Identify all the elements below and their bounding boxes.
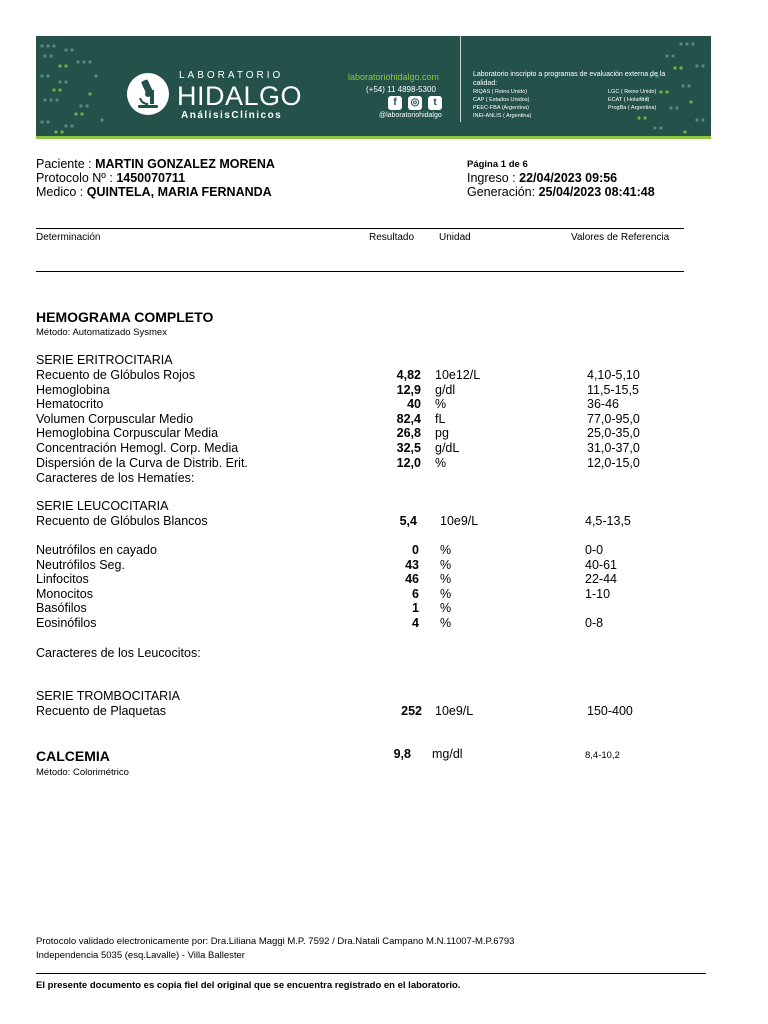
result-unit: g/dL	[435, 441, 460, 455]
ingreso-row: Ingreso : 22/04/2023 09:56	[467, 171, 618, 185]
result-name: Linfocitos	[36, 572, 89, 587]
calcemia-value: 9,8	[393, 747, 411, 761]
doctor-row: Medico : QUINTELA, MARIA FERNANDA	[36, 185, 272, 199]
plaquetas-value: 252	[401, 704, 422, 718]
section-title-hemograma: HEMOGRAMA COMPLETO	[36, 309, 214, 325]
result-ref: 40-61	[585, 557, 617, 572]
programs-left	[473, 88, 531, 120]
lab-name-small: LABORATORIO	[179, 70, 284, 81]
leuco-total-unit: 10e9/L	[440, 514, 479, 528]
result-unit: %	[440, 616, 452, 630]
calcemia-method: Método: Colorimétrico	[36, 767, 129, 778]
lab-name-big: HIDALGO	[177, 81, 303, 111]
result-ref: 0-8	[585, 616, 604, 630]
result-ref: 36-46	[587, 397, 619, 412]
result-unit: %	[440, 586, 452, 601]
result-name: Hemoglobina	[36, 382, 110, 397]
microscope-logo-icon	[126, 72, 170, 116]
accreditation-title: Laboratorio inscripto a programas de evaluación externa de la calidad:	[473, 71, 666, 87]
result-name: Basófilos	[36, 601, 87, 616]
instagram-icon[interactable]: ◎	[408, 96, 422, 110]
result-unit: %	[440, 601, 452, 616]
result-name: Recuento de Glóbulos Rojos	[36, 368, 196, 382]
column-determinacion: Determinación	[36, 232, 101, 243]
banner-divider	[460, 36, 461, 122]
header-banner	[36, 36, 711, 138]
column-resultado: Resultado	[369, 232, 415, 243]
result-name: Hemoglobina Corpuscular Media	[36, 426, 219, 441]
result-name: Neutrófilos en cayado	[36, 543, 157, 557]
generacion-date: 25/04/2023 08:41:48	[538, 185, 655, 199]
result-ref: 77,0-95,0	[587, 411, 640, 426]
generacion-row: Generación: 25/04/2023 08:41:48	[467, 185, 655, 199]
divider-top	[36, 228, 684, 229]
result-value: 12,0	[396, 455, 421, 470]
page-indicator: Página 1 de 6	[467, 159, 528, 170]
plaquetas-unit: 10e9/L	[435, 704, 474, 718]
plaquetas-name: Recuento de Plaquetas	[36, 704, 166, 718]
program-item: LGC ( Reino Unido)	[608, 89, 657, 95]
website-link[interactable]: laboratoriohidalgo.com	[348, 72, 440, 82]
divider-footer	[36, 973, 706, 974]
result-unit: %	[435, 455, 447, 470]
serie-leucocitaria: SERIE LEUCOCITARIA	[36, 499, 169, 513]
result-value: 82,4	[396, 411, 421, 426]
result-value: 4	[412, 616, 419, 630]
patient-name: MARTIN GONZALEZ MORENA	[95, 157, 275, 171]
accreditation-block	[473, 70, 703, 124]
patient-name-row: Paciente : MARTIN GONZALEZ MORENA	[36, 157, 275, 171]
phone-number: (+54) 11 4898-5300	[366, 85, 436, 94]
calcemia-unit: mg/dl	[432, 747, 463, 761]
leuco-total-name: Recuento de Glóbulos Blancos	[36, 514, 208, 528]
decorative-dot-pattern-left	[36, 36, 126, 138]
program-item: PEEC-FBA (Argentina)	[473, 105, 529, 111]
leuco-total-ref: 4,5-13,5	[585, 514, 631, 528]
validation-text: Protocolo validado electronicamente por: Dra.Liliana Maggi M.P. 7592 / Dra.Natali Campano M.N.11007-M.P.6793	[36, 936, 515, 947]
twitter-icon[interactable]: t	[428, 96, 442, 110]
result-name: Concentración Hemogl. Corp. Media	[36, 441, 239, 455]
program-item: RIQAS ( Reino Unido)	[473, 89, 528, 95]
caracteres-leucocitos: Caracteres de los Leucocitos:	[36, 646, 201, 660]
result-value: 43	[405, 557, 419, 572]
program-item: CAP ( Estados Unidos)	[473, 97, 530, 103]
protocol-number: 1450070711	[116, 171, 186, 185]
result-value: 6	[412, 586, 419, 601]
program-item: ECAT ( Holanda)	[608, 97, 650, 103]
lab-subtitle: AnálisisClínicos	[181, 110, 283, 121]
result-unit: %	[435, 397, 447, 412]
result-ref: 4,10-5,10	[587, 368, 640, 382]
leuco-total-value: 5,4	[399, 514, 417, 528]
social-handle: @laboratoriohidalgo	[379, 112, 442, 119]
section-title-calcemia: CALCEMIA	[36, 748, 110, 764]
serie-eritrocitaria: SERIE ERITROCITARIA	[36, 353, 173, 367]
result-value: 12,9	[396, 382, 421, 397]
result-name: Volumen Corpuscular Medio	[36, 411, 194, 426]
calcemia-ref: 8,4-10,2	[585, 750, 620, 761]
result-name: Eosinófilos	[36, 616, 97, 630]
column-referencia: Valores de Referencia	[571, 232, 670, 243]
result-name: Monocitos	[36, 586, 93, 601]
result-ref: 12,0-15,0	[587, 455, 640, 470]
banner-accent-line	[36, 136, 711, 139]
serie-trombocitaria: SERIE TROMBOCITARIA	[36, 689, 181, 703]
hemograma-method: Método: Automatizado Sysmex	[36, 327, 167, 338]
result-name: Neutrófilos Seg.	[36, 557, 125, 572]
result-value: 46	[405, 572, 419, 587]
result-unit: 10e12/L	[435, 368, 481, 382]
address-text: Independencia 5035 (esq.Lavalle) - Villa Ballester	[36, 950, 245, 961]
result-value: 32,5	[396, 441, 421, 455]
program-item: ProgBa ( Argentina)	[608, 105, 657, 111]
doctor-name: QUINTELA, MARIA FERNANDA	[86, 185, 272, 199]
result-ref: 11,5-15,5	[587, 382, 639, 397]
result-ref: 0-0	[585, 543, 604, 557]
ingreso-date: 22/04/2023 09:56	[519, 171, 618, 185]
result-value: 26,8	[396, 426, 421, 441]
result-unit: %	[440, 543, 452, 557]
result-unit: %	[440, 557, 452, 572]
column-unidad: Unidad	[439, 232, 471, 243]
result-value: 1	[412, 601, 419, 616]
result-unit: fL	[435, 411, 446, 426]
result-ref: 22-44	[585, 572, 617, 587]
result-value: 4,82	[396, 368, 421, 382]
plaquetas-ref: 150-400	[587, 704, 633, 718]
result-ref: 31,0-37,0	[587, 441, 640, 455]
result-value: 0	[412, 543, 419, 557]
result-name: Hematocrito	[36, 397, 104, 412]
divider-header-bottom	[36, 271, 684, 272]
caracteres-hematies: Caracteres de los Hematíes:	[36, 471, 195, 485]
programs-right	[608, 88, 656, 112]
result-unit: pg	[435, 426, 449, 441]
protocol-row: Protocolo Nº : 1450070711	[36, 171, 186, 185]
result-name: Dispersión de la Curva de Distrib. Erit.	[36, 455, 248, 470]
result-ref: 1-10	[585, 586, 611, 601]
program-item: INEI-ANLIS ( Argentina)	[473, 113, 532, 119]
result-unit: g/dl	[435, 382, 456, 397]
facebook-icon[interactable]: f	[388, 96, 402, 110]
copy-note: El presente documento es copia fiel del original que se encuentra registrado en el laboratorio.	[36, 980, 461, 991]
result-unit: %	[440, 572, 452, 587]
result-ref: 25,0-35,0	[587, 426, 640, 441]
result-value: 40	[407, 397, 421, 412]
